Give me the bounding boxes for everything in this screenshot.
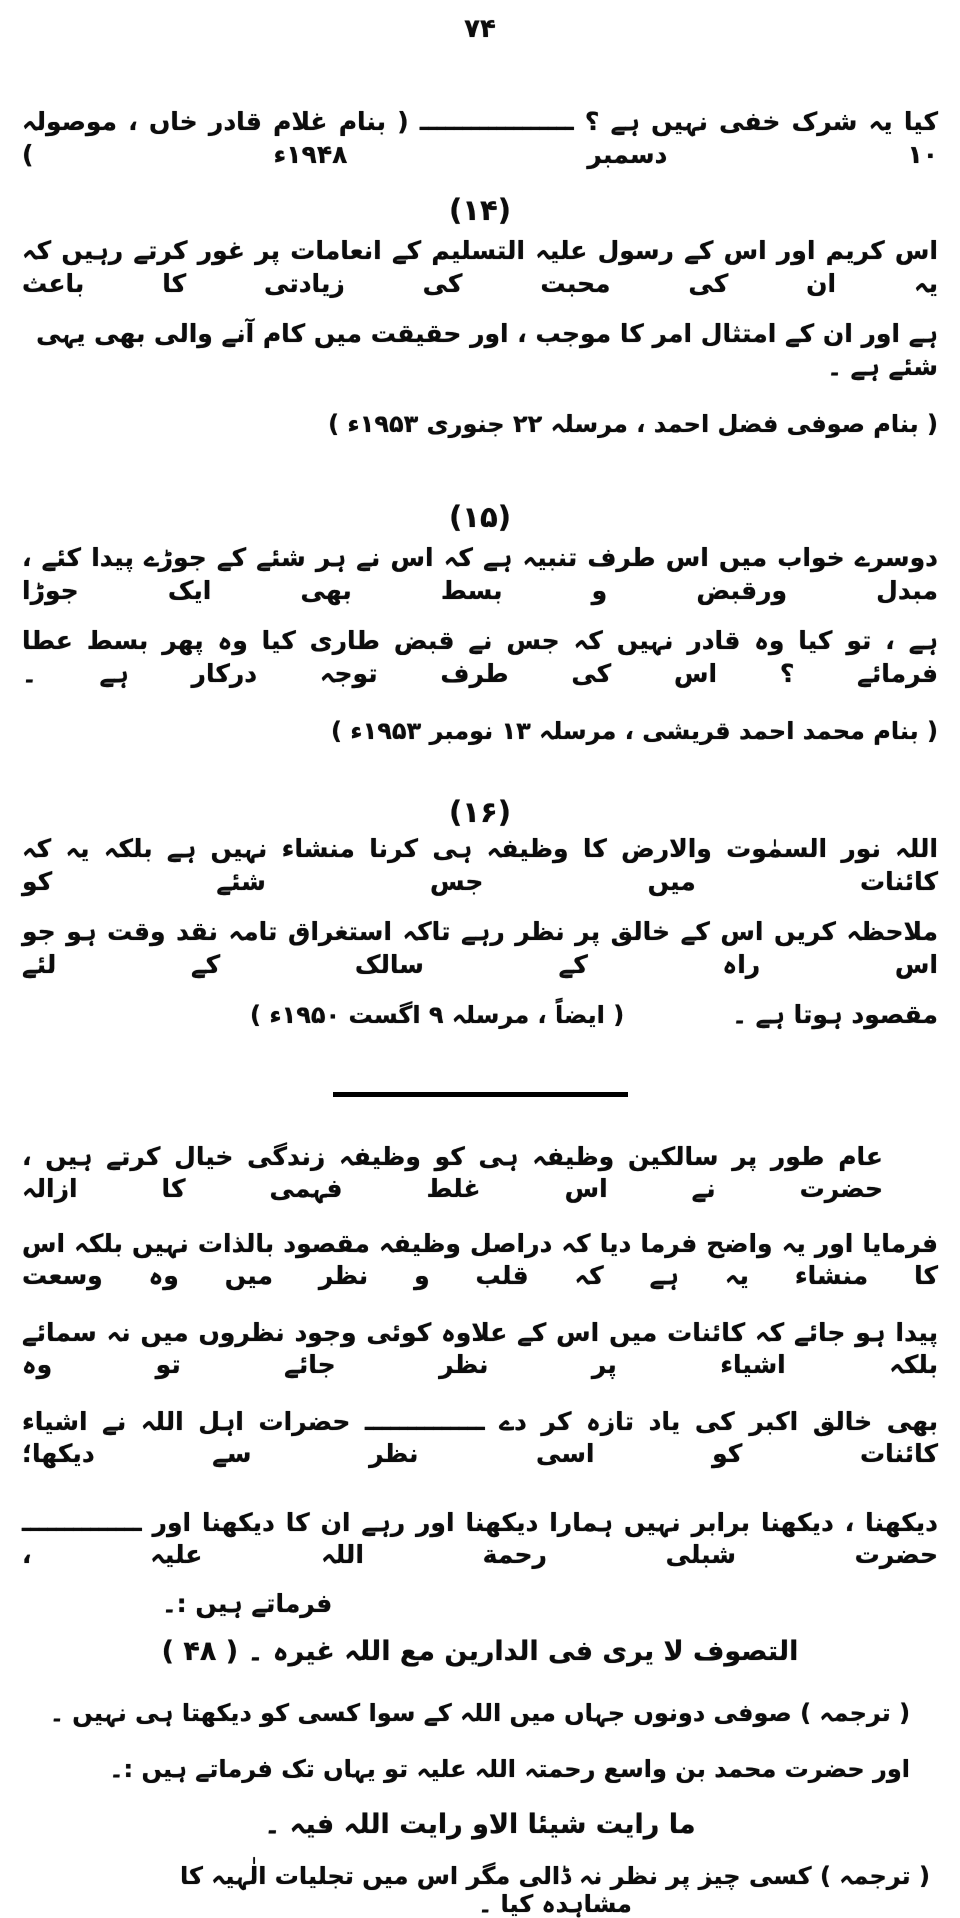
commentary-line-6: فرماتے ہیں :۔ <box>162 1588 333 1618</box>
section-15-line-1: دوسرے خواب میں اس طرف تنبیہ ہے کہ اس نے ہر شئے کے جوڑے پیدا کئے ، مبدل ورقبض و بسط بھی ایک جوڑا <box>22 543 938 605</box>
commentary-line-1: عام طور پر سالکین وظیفہ ہی کو وظیفہ زندگی خیال کرتے ہیں ، حضرت نے اس غلط فہمی کا ازالہ <box>22 1141 883 1204</box>
arabic-quote-2: ما رایت شیئا الاو رایت اللہ فیہ ۔ <box>264 1809 696 1841</box>
section-16-closing-text: مقصود ہوتا ہے ۔ <box>732 1000 938 1030</box>
section-16-line-2: ملاحظہ کریں اس کے خالق پر نظر رہے تاکہ استغراق تامہ نقد وقت ہو جو اس راہ کے سالک کے لئے <box>22 917 938 979</box>
section-separator-rule <box>333 1092 628 1097</box>
section-16-line-1: اللہ نور السمٰوت والارض کا وظیفہ ہی کرنا منشاء نہیں ہے بلکہ یہ کہ کائنات میں جس شئے کو <box>22 834 938 896</box>
commentary-line-5: دیکھنا ، دیکھنا برابر نہیں ہمارا دیکھنا اور رہے ان کا دیکھنا اور ــــــــــــــ حضرت شبلی رحمة اللہ علیہ ، <box>22 1507 938 1570</box>
section-14-line-2: ہے اور ان کے امتثال امر کا موجب ، اور حقیقت میں کام آنے والی بھی یہی شئے ہے ۔ <box>36 319 938 381</box>
quote-1-translation: ( ترجمہ ) صوفی دونوں جہاں میں اللہ کے سوا کسی کو دیکھتا ہی نہیں ۔ <box>49 1699 911 1728</box>
section-15-marker: (۱۵) <box>449 500 511 535</box>
intro-question-line: کیا یہ شرک خفی نہیں ہے ؟ ــــــــــــــــــ ( بنام غلام قادر خاں ، موصولہ ۱۰ دسمبر ۱۹۴۸ء ) <box>22 107 938 169</box>
arabic-quote-1: التصوف لا یری فی الدارین مع اللہ غیرہ ۔ ( ۴۸ ) <box>161 1636 799 1668</box>
section-16-attribution: ( ایضاً ، مرسلہ ۹ اگست ۱۹۵۰ء ) <box>250 1001 625 1030</box>
page-number: ۷۴ <box>464 14 496 44</box>
section-15-attribution: ( بنام محمد احمد قریشی ، مرسلہ ۱۳ نومبر ۱۹۵۳ء ) <box>330 717 938 746</box>
section-14-line-1: اس کریم اور اس کے رسول علیہ التسلیم کے انعامات پر غور کرتے رہیں کہ یہ ان کی محبت کی زیادتی کا باعث <box>22 236 938 298</box>
section-16-closing-row <box>22 999 938 1032</box>
section-15-line-2: ہے ، تو کیا وہ قادر نہیں کہ جس نے قبض طاری کیا وہ پھر بسط عطا فرمائے ؟ اس کی طرف توجہ درکار ہے ۔ <box>22 626 938 688</box>
quote-2-lead: اور حضرت محمد بن واسع رحمتہ اللہ علیہ تو یہاں تک فرماتے ہیں :۔ <box>109 1755 910 1784</box>
commentary-line-4: بھی خالق اکبر کی یاد تازہ کر دے ــــــــــــــ حضرات اہل اللہ نے اشیاء کائنات کو اسی نظر سے دیکھا؛ <box>22 1406 938 1469</box>
section-14-marker: (۱۴) <box>449 193 511 227</box>
commentary-line-3: پیدا ہو جائے کہ کائنات میں اس کے علاوہ کوئی وجود نظروں میں نہ سمائے بلکہ اشیاء پر نظر جائے تو وہ <box>22 1317 938 1380</box>
quote-2-translation: ( ترجمہ ) کسی چیز پر نظر نہ ڈالی مگر اس میں تجلیات الٰہیہ کا مشاہدہ کیا ۔ <box>179 1862 931 1918</box>
commentary-line-2: فرمایا اور یہ واضح فرما دیا کہ دراصل وظیفہ مقصود بالذات نہیں بلکہ اس کا منشاء یہ ہے کہ قلب و نظر میں وہ وسعت <box>22 1228 938 1291</box>
section-16-marker: (۱۶) <box>449 795 511 830</box>
section-14-attribution: ( بنام صوفی فضل احمد ، مرسلہ ۲۲ جنوری ۱۹۵۳ء ) <box>328 410 938 438</box>
